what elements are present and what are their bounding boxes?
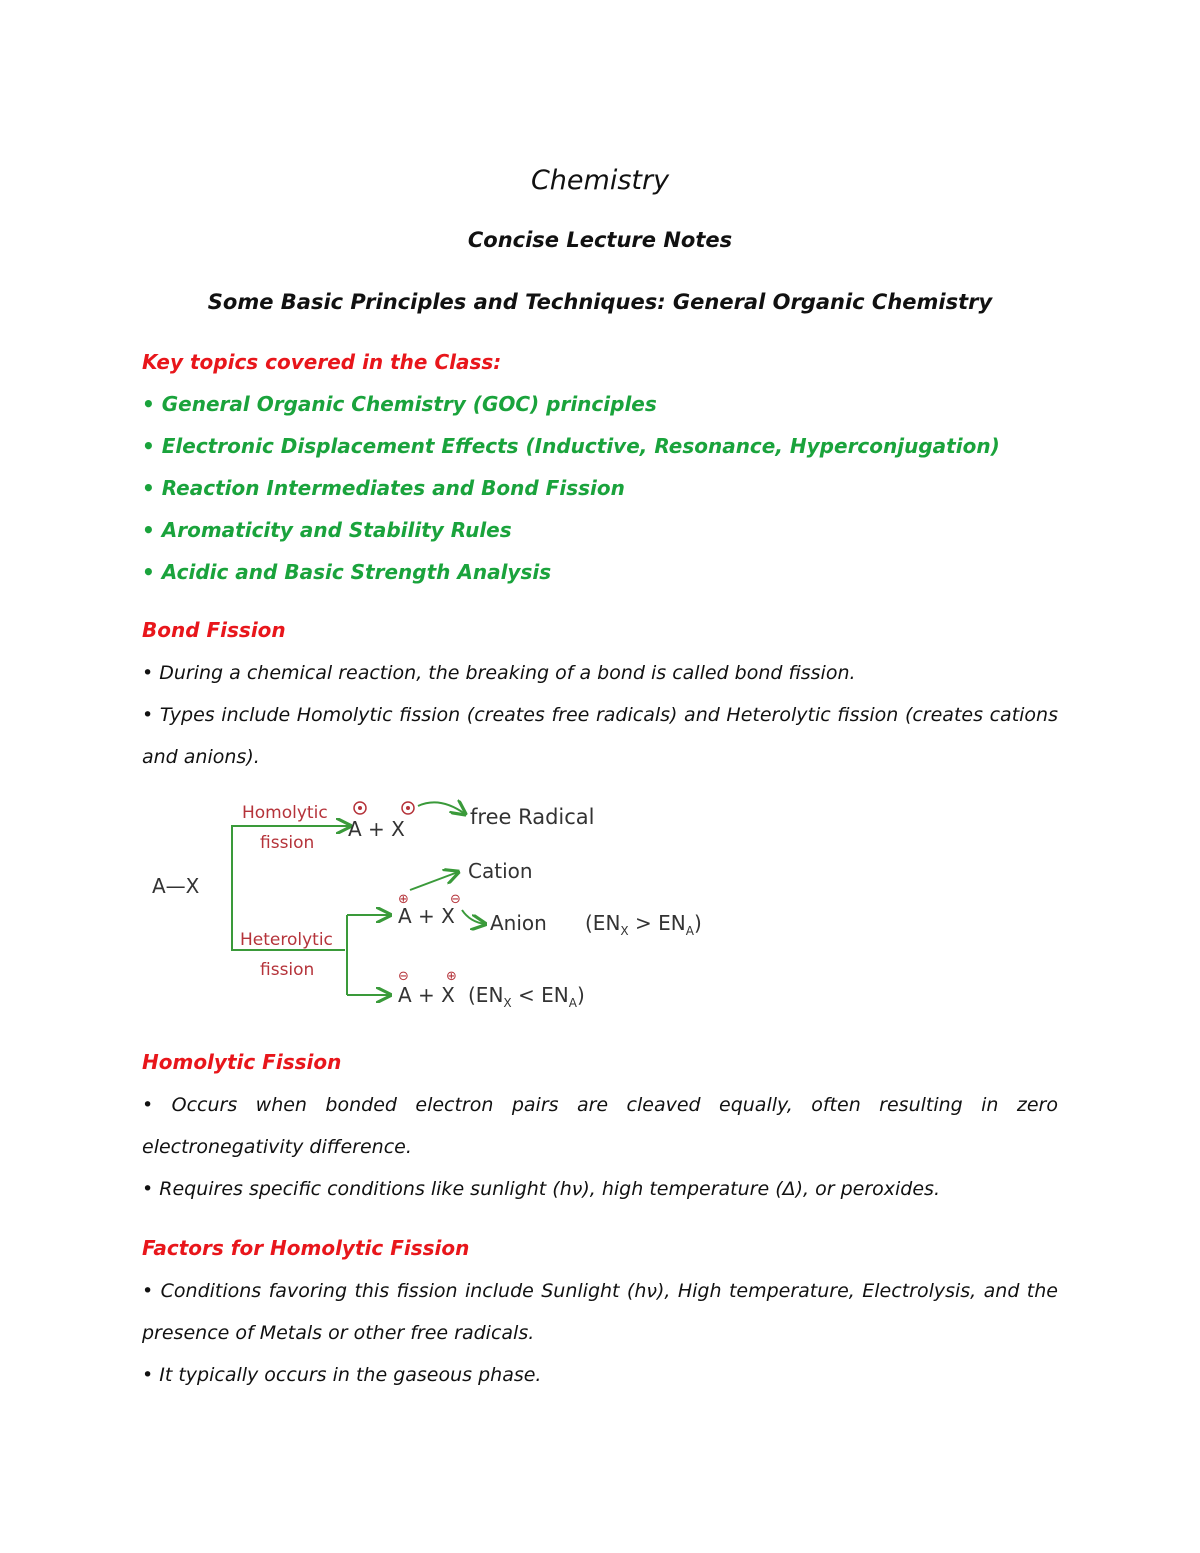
free-radical-label: free Radical [470,805,595,829]
products-label: A + X [348,817,405,841]
fission-label: fission [260,960,315,980]
bond-fission-diagram [140,790,740,1020]
bond-fission-heading: Bond Fission [142,618,286,642]
condition-label: $(EN_X > EN_A)$ [585,911,702,938]
products-label: A + X [398,904,455,928]
chapter-title: Some Basic Principles and Techniques: General Organic Chemistry [207,290,993,314]
topic-item: • Reaction Intermediates and Bond Fission [142,476,625,500]
factors-paragraph: • It typically occurs in the gaseous phase. [142,1364,542,1386]
homolytic-fission-paragraph: • Requires specific conditions like sunlight (hν), high temperature (Δ), or peroxides. [142,1178,940,1200]
fission-label: fission [260,833,315,853]
cation-label: Cation [468,859,533,883]
anion-label: Anion [490,911,547,935]
page-title: Chemistry [530,165,670,196]
topic-item: • Acidic and Basic Strength Analysis [142,560,552,584]
molecule-label: A—X [152,874,200,898]
topic-item: • Electronic Displacement Effects (Inductive, Resonance, Hyperconjugation) [142,434,1000,458]
bond-fission-paragraph: • Types include Homolytic fission (creates free radicals) and Heterolytic fission (creates cations and anions). [142,704,1058,768]
key-topics-heading: Key topics covered in the Class: [142,350,502,374]
plus-charge-icon: ⊕ [398,892,409,907]
homolytic-label: Homolytic [242,803,328,823]
page-subtitle: Concise Lecture Notes [467,228,733,252]
minus-charge-icon: ⊖ [398,969,409,984]
factors-paragraph: • Conditions favoring this fission include Sunlight (hν), High temperature, Electrolysis, and the presence of Metals or other free radicals. [142,1280,1058,1344]
products-label: A + X [398,983,455,1007]
homolytic-fission-heading: Homolytic Fission [142,1050,342,1074]
topic-item: • General Organic Chemistry (GOC) principles [142,392,657,416]
radical-arrow [418,802,465,814]
radical-dot-icon [358,806,362,810]
topic-item: • Aromaticity and Stability Rules [142,518,512,542]
bond-fission-paragraph: • During a chemical reaction, the breaking of a bond is called bond fission. [142,662,856,684]
radical-dot-icon [406,806,410,810]
factors-heading: Factors for Homolytic Fission [142,1236,470,1260]
cation-arrow [410,872,458,890]
condition-label: $(EN_X < EN_A)$ [468,983,585,1010]
anion-arrow [462,910,485,924]
plus-charge-icon: ⊕ [446,969,457,984]
minus-charge-icon: ⊖ [450,892,461,907]
homolytic-fission-paragraph: • Occurs when bonded electron pairs are cleaved equally, often resulting in zero electronegativity difference. [142,1094,1058,1158]
heterolytic-label: Heterolytic [240,930,333,950]
